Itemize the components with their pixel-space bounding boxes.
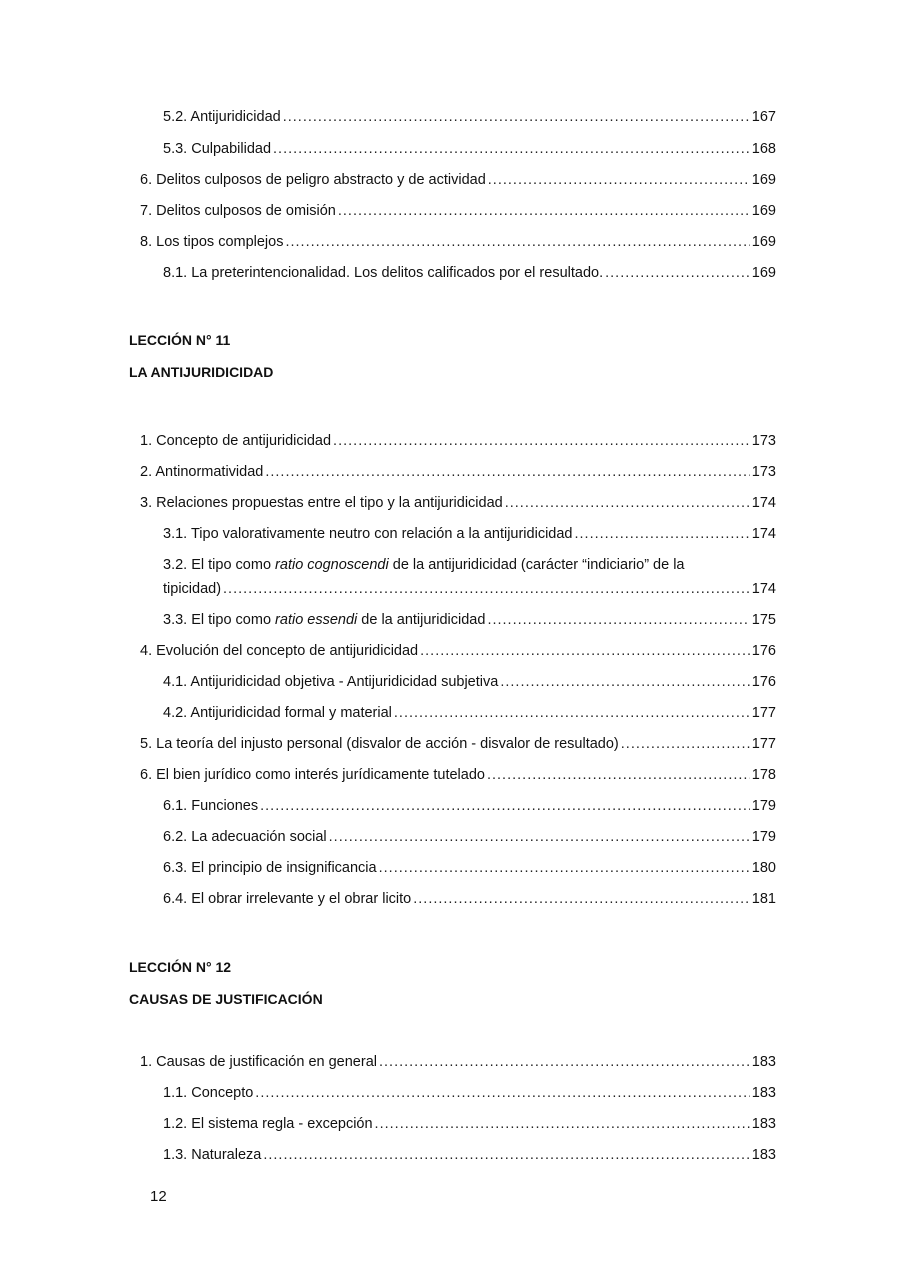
toc-entry[interactable]: 6.3. El principio de insignificancia ..... 180 [0, 859, 776, 877]
toc-entry[interactable]: 8. Los tipos complejos ..... 169 [0, 233, 776, 251]
toc-entry[interactable]: 6.2. La adecuación social ..... 179 [0, 828, 776, 846]
toc-page-number: 183 [751, 1116, 776, 1132]
toc-page-number: 173 [751, 433, 776, 449]
toc-entry[interactable]: 7. Delitos culposos de omisión ..... 169 [0, 202, 776, 220]
toc-entry[interactable]: 5. La teoría del injusto personal (disvalor de acción - disvalor de resultado) ..... 177 [0, 735, 776, 753]
toc-entry[interactable]: 4.2. Antijuridicidad formal y material ..... 177 [0, 704, 776, 722]
toc-page-number: 174 [751, 581, 776, 597]
toc-entry[interactable]: 6.4. El obrar irrelevante y el obrar licito ..... 181 [0, 890, 776, 908]
toc-page-number: 183 [751, 1147, 776, 1163]
toc-page-number: 175 [751, 612, 776, 628]
toc-page-number: 179 [751, 829, 776, 845]
toc-entry[interactable]: 3. Relaciones propuestas entre el tipo y la antijuridicidad ..... 174 [0, 494, 776, 512]
toc-page-number: 183 [751, 1085, 776, 1101]
toc-entry[interactable]: 1.3. Naturaleza ..... 183 [0, 1146, 776, 1164]
toc-entry[interactable]: 6. Delitos culposos de peligro abstracto y de actividad ..... 169 [0, 171, 776, 189]
toc-entry[interactable]: 3.2. El tipo como ratio cognoscendi de la antijuridicidad (carácter “indiciario” de la tipicidad) ..... 174 [0, 556, 776, 598]
toc-page-number: 169 [751, 234, 776, 250]
lesson-heading: LA ANTIJURIDICIDAD [129, 364, 274, 380]
toc-page-number: 179 [751, 798, 776, 814]
toc-page-number: 173 [751, 464, 776, 480]
toc-page-number: 181 [751, 891, 776, 907]
toc-entry[interactable]: 2. Antinormatividad ..... 173 [0, 463, 776, 481]
toc-page-number: 177 [751, 736, 776, 752]
toc-page-number: 168 [751, 141, 776, 157]
toc-page-number: 169 [751, 203, 776, 219]
toc-entry[interactable]: 6. El bien jurídico como interés jurídicamente tutelado ..... 178 [0, 766, 776, 784]
lesson-label: LECCIÓN N° 11 [129, 332, 231, 348]
toc-page-number: 180 [751, 860, 776, 876]
toc-page-number: 176 [751, 674, 776, 690]
toc-entry[interactable]: 4. Evolución del concepto de antijuridicidad ..... 176 [0, 642, 776, 660]
toc-entry[interactable]: 1. Causas de justificación en general ..... 183 [0, 1053, 776, 1071]
toc-entry[interactable]: 3.3. El tipo como ratio essendi de la antijuridicidad ..... 175 [0, 611, 776, 629]
toc-page-number: 174 [751, 526, 776, 542]
toc-entry[interactable]: 5.2. Antijuridicidad ..... 167 [0, 108, 776, 126]
toc-page-number: 167 [751, 109, 776, 125]
toc-entry[interactable]: 6.1. Funciones ..... 179 [0, 797, 776, 815]
toc-page-number: 183 [751, 1054, 776, 1070]
page-number: 12 [150, 1188, 167, 1205]
toc-entry[interactable]: 1.1. Concepto ..... 183 [0, 1084, 776, 1102]
toc-page-number: 169 [751, 265, 776, 281]
toc-page-number: 174 [751, 495, 776, 511]
toc-entry[interactable]: 1. Concepto de antijuridicidad ..... 173 [0, 432, 776, 450]
toc-entry[interactable]: 1.2. El sistema regla - excepción ..... 183 [0, 1115, 776, 1133]
toc-entry[interactable]: 5.3. Culpabilidad ..... 168 [0, 140, 776, 158]
toc-page-number: 178 [751, 767, 776, 783]
lesson-heading: CAUSAS DE JUSTIFICACIÓN [129, 991, 323, 1007]
toc-page-number: 176 [751, 643, 776, 659]
toc-entry[interactable]: 8.1. La preterintencionalidad. Los delitos calificados por el resultado. ..... 169 [0, 264, 776, 282]
toc-entry[interactable]: 3.1. Tipo valorativamente neutro con relación a la antijuridicidad ..... 174 [0, 525, 776, 543]
toc-page-number: 169 [751, 172, 776, 188]
lesson-label: LECCIÓN N° 12 [129, 959, 232, 975]
toc-page-number: 177 [751, 705, 776, 721]
toc-entry[interactable]: 4.1. Antijuridicidad objetiva - Antijuridicidad subjetiva ..... 176 [0, 673, 776, 691]
